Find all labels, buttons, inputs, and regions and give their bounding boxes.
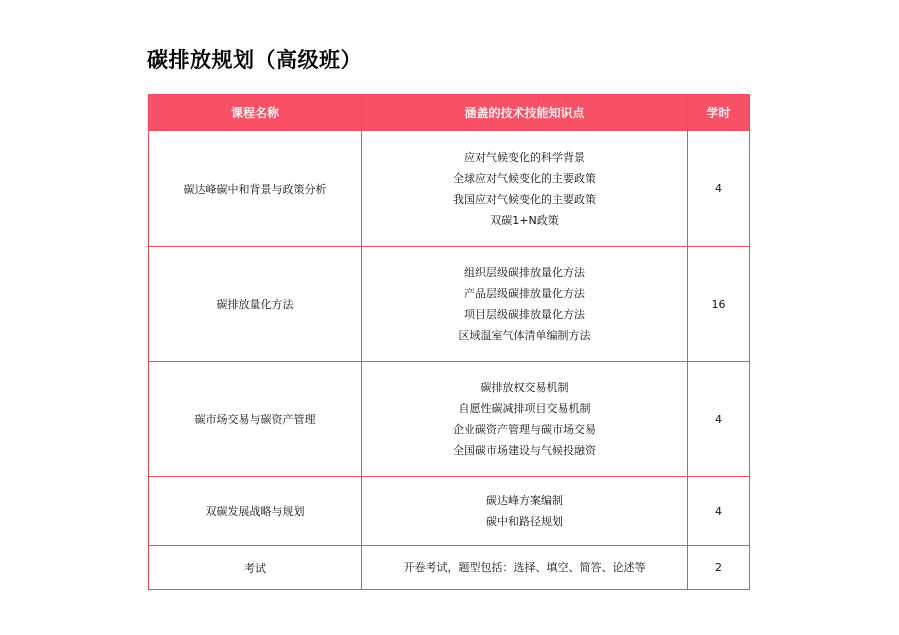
table-row: [149, 131, 750, 247]
topic-item: 企业碳资产管理与碳市场交易: [453, 423, 596, 436]
course-table: [148, 94, 750, 590]
topic-item: 应对气候变化的科学背景: [464, 150, 585, 164]
course-name-cell: 双碳发展战略与规划: [149, 477, 362, 546]
table-row: [149, 247, 750, 362]
table-row: [149, 477, 750, 546]
course-name-cell: 碳市场交易与碳资产管理: [149, 362, 362, 477]
topic-item: 组织层级碳排放量化方法: [464, 266, 585, 279]
course-name-cell: 考试: [149, 546, 362, 590]
topic-item: 自愿性碳减排项目交易机制: [458, 402, 591, 415]
table-row: [149, 546, 750, 590]
topic-item: 碳排放权交易机制: [480, 381, 569, 394]
topic-item: 开卷考试，题型包括：选择、填空、简答、论述等: [403, 561, 646, 574]
hours-cell: 16: [688, 247, 750, 362]
topics-cell: [362, 546, 688, 590]
topic-item: 区域温室气体清单编制方法: [458, 329, 591, 342]
hours-cell: 2: [688, 546, 750, 590]
topic-item: 全球应对气候变化的主要政策: [453, 171, 596, 185]
topic-item: 全国碳市场建设与气候投融资: [453, 444, 596, 457]
table-header-row: [149, 95, 750, 131]
hours-cell: 4: [688, 131, 750, 247]
course-name-cell: 碳排放量化方法: [149, 247, 362, 362]
header-topics: 涵盖的技术技能知识点: [362, 95, 688, 131]
header-hours: 学时: [688, 95, 750, 131]
course-name-cell: 碳达峰碳中和背景与政策分析: [149, 131, 362, 247]
topics-cell: [362, 247, 688, 362]
topic-item: 碳中和路径规划: [486, 515, 563, 528]
table-row: [149, 362, 750, 477]
topic-item: 项目层级碳排放量化方法: [464, 308, 585, 321]
topic-item: 双碳1+N政策: [490, 213, 559, 227]
topic-item: 碳达峰方案编制: [486, 494, 563, 507]
page-title: 碳排放规划（高级班）: [147, 48, 362, 72]
hours-cell: 4: [688, 362, 750, 477]
hours-cell: 4: [688, 477, 750, 546]
topics-cell: [362, 362, 688, 477]
topics-cell: [362, 477, 688, 546]
topic-item: 我国应对气候变化的主要政策: [453, 192, 596, 206]
header-course-name: 课程名称: [149, 95, 362, 131]
topics-cell: [362, 131, 688, 247]
topic-item: 产品层级碳排放量化方法: [464, 287, 585, 300]
